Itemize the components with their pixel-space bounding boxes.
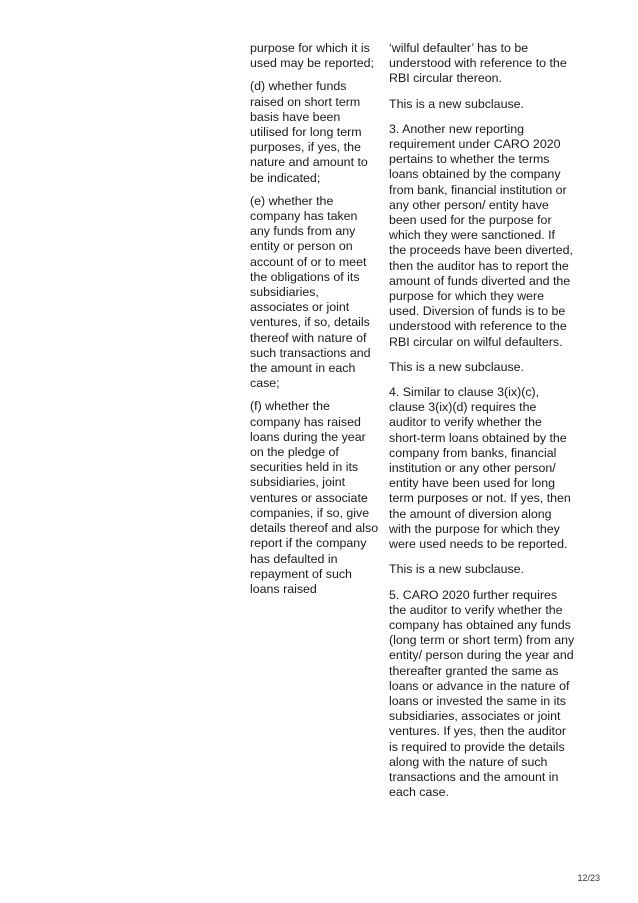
left-paragraph-3: (e) whether the company has taken any funds from any entity or person on account of or to meet the obligations of its subsidiaries, associates or joint ventures, if so, details thereof with nature of such transactions and the amount in each case;: [250, 193, 371, 391]
left-column: [250, 41, 380, 605]
left-paragraph-4: (f) whether the company has raised loans during the year on the pledge of securities held in its subsidiaries, joint ventures or associate companies, if so, give details thereof and also report if the company has defaulted in repayment of such loans raised: [250, 399, 379, 596]
right-paragraph-2: This is a new subclause.: [389, 96, 524, 111]
right-paragraph-3: 3. Another new reporting requirement under CARO 2020 pertains to whether the terms loans obtained by the company from bank, financial institution or any other person/ entity have been used for the purpose for which they were sanctioned. If the proceeds have been diverted, then the auditor has to report the amount of funds diverted and the purpose for which they were used. Diversion of funds is to be understood with reference to the RBI circular on wilful defaulters.: [389, 121, 573, 349]
right-paragraph-7: 5. CARO 2020 further requires the auditor to verify whether the company has obtained any funds (long term or short term) from any entity/ person during the year and thereafter granted the same as loans or advance in the nature of loans or invested the same in its subsidiaries, associates or joint ventures. If yes, then the auditor is required to provide the details along with the nature of such transactions and the amount in each case.: [389, 587, 575, 800]
left-paragraph-1: purpose for which it is used may be reported;: [250, 41, 374, 71]
right-paragraph-5: 4. Similar to clause 3(ix)(c), clause 3(ix)(d) requires the auditor to verify whether the short-term loans obtained by the company from banks, financial institution or any other person/ entity have been used for long term purposes or not. If yes, then the amount of diversion along with the purpose for which they were used needs to be reported.: [389, 385, 571, 552]
left-paragraph-2: (d) whether funds raised on short term basis have been utilised for long term purposes, if yes, the nature and amount to be indicated;: [250, 79, 368, 185]
right-paragraph-4: This is a new subclause.: [389, 359, 524, 374]
right-paragraph-1: ‘wilful defaulter’ has to be understood with reference to the RBI circular thereon.: [389, 41, 567, 86]
page-number: 12/23: [577, 873, 600, 883]
right-paragraph-6: This is a new subclause.: [389, 562, 524, 577]
right-column: [389, 41, 575, 810]
